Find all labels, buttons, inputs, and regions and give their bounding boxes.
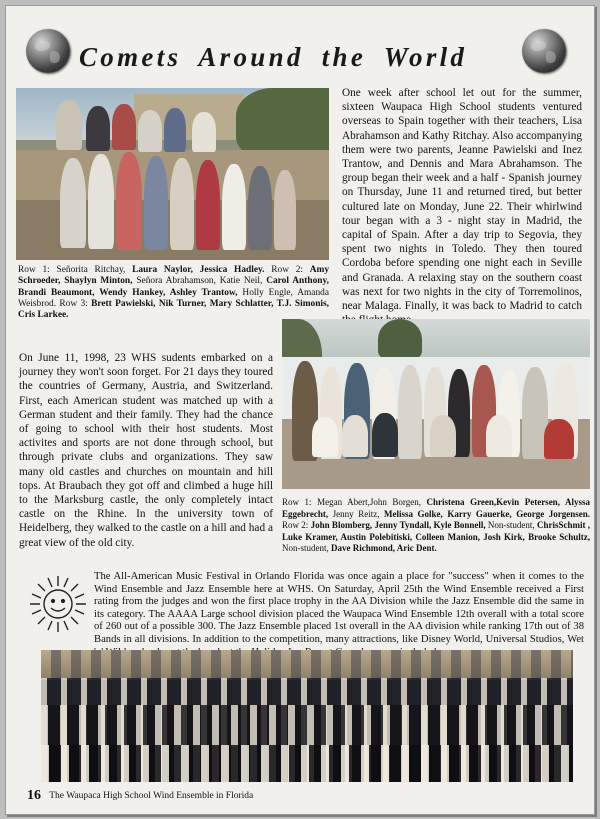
spain-story: One week after school let out for the summer, sixteen Waupaca High School students ventured overseas to Spain together with their teachers, Lisa Abrahamson and Kathy Ritchay. Also accompanying them were two parents, Jeanne Pawielski and Inez Trantow, and Dennis and Mara Abrahamson. The group began their week and a half - Spanish journey on Thursday, June 11 and returned tired, but better cultured late on Monday, June 22. Their whirlwind tour began with a 3 - night stay in Madrid, the capital of Spain. After a day trip to Segovia, they spent two nights in Toledo. They then toured Cordoba before spending one night each in Seville and Granada. A relaxing stay on the southern coast was next for two nights in the city of Torremolinos, near Malaga. Finally, it was back to Madrid to catch [342,87,582,313]
germany-group-photo [282,319,590,489]
germany-photo-caption: Row 1: Megan Abert,John Borgen, Christena Green,Kevin Petersen, Alyssa Eggebrecht, Jenny Reitz, Melissa Golke, Karry Gauerke, George Jorgensen. Row 2: John Blomberg, Jenny Tyndall, Kyle Bonnell, Non-student, ChrisSchmit , Luke Kramer, Austin Polebitiski, Colleen Manion, Josh Kirk, Brooke Schultz, Non-student, Dave Richmond, Aric Dent. [282,497,591,554]
yearbook-page [5,5,595,815]
music-festival-story: The All-American Music Festival in Orlando Florida was once again a place for "success" when it comes to the Wind Ensemble and Jazz Ensemble here at WHS. On Saturday, April 25th the Wind Ensemble received a First rating from the judges and won the first place trophy in the AA Division while the Jazz Ensemble did the same in its category. The AAAA Large school division placed the Waupaca Wind Ensemble 12th overall with a total score of 260 out of a possible 300. The Jazz Ensemble placed 1st overall in the AA division while ranking 17th out of 38 Bands in all divisions. In addition to the competition, many attractions, like Disney World, Universal Studios, Wet [94,571,584,645]
page-title: Comets Around the World [79,42,468,72]
germany-story: On June 11, 1998, 23 WHS sudents embarked on a journey they won't soon forget. For 21 days they toured the countries of Germany, Austria, and Switzerland. First, each American student was matched up with a German student and their family. They had the chance of going to school with their host students. Most activites and sports are not done through school, but through private clubs and organizations. They saw many old castles and churches on mountain and hill tops. At Braubach they got off and climbed a huge hill to the Marksburg castle, the only completely intact castle on the Rhine. In the university town of Heidelberg, they walked to the castle on a hill and had a great view of the old city. [19,352,273,549]
page-number: 16 [27,788,41,803]
spain-photo-caption: Row 1: Señorita Ritchay, Laura Naylor, Jessica Hadley. Row 2: Amy Schroeder, Shaylyn Minton, Señora Abrahamson, Katie Neil, Carol Anthony, Brandi Beaumont, Wendy Hankey, Ashley Trantow, Holly Engle, Amanda Weisbrod. Row 3: Brett Pawielski, Nik Turner, Mary Schlatter, T.J. Simonis, Cris Larkee. [18,265,330,321]
spain-group-photo [16,88,329,260]
page-footer [27,788,253,804]
wind-ensemble-photo [41,650,573,782]
sun-icon [28,574,88,634]
globe-icon [522,29,566,73]
footer-caption: The Waupaca High School Wind Ensemble in Florida [49,791,254,801]
globe-icon [26,29,70,73]
